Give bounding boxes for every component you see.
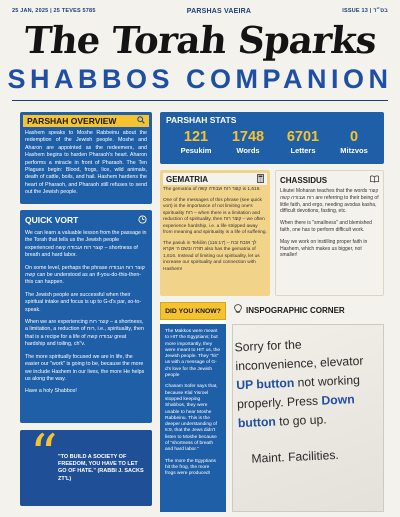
vort-paragraph: We can learn a valuable lesson from the passage in the Torah that tells us the Jewish people experienced קוצר רוח ועבודה קשה – shortness of breath and hard labor. xyxy=(25,230,147,259)
stat-label: Pesukim xyxy=(180,146,212,155)
gematria-body xyxy=(163,185,267,273)
stat-label: Letters xyxy=(290,146,316,155)
chassidus-paragraph: Likutei Moharan teaches that the words קוצר רוח ועבודה קשה are referring to their being of little faith, and ergo, needing avodas kasha, difficult devotions, fasting, etc. xyxy=(280,188,379,215)
dyk-heading: DID YOU KNOW? xyxy=(160,302,226,320)
quote-text: "TO BUILD A SOCIETY OF FREEDOM, YOU HAVE TO LET GO OF HATE." (RABBI J. SACKS ZT'L) xyxy=(58,454,144,482)
vort-heading: QUICK VORT xyxy=(25,215,79,225)
vort-paragraph: When we are experiencing קוצר רוח – a shortness, a limitation, a reduction of רוח, i.e., spirituality, then that is a recipe for a life of עבודה קשה great hardship and toiling, ch"v. xyxy=(25,319,144,348)
vort-paragraph: On some level, perhaps the phrase קוצר רוח ועבודה קשה can be understood as an if-you-do-this-then-this can happen. xyxy=(25,264,145,286)
issue-date: 25 JAN, 2025 | 25 TEVES 5785 xyxy=(12,8,96,14)
vort-paragraph: The more spiritually focused we are in life, the easier our "work" is going to be, because the more we include Hashem in our lives, the more He helps us along the way. xyxy=(25,353,145,382)
stat-mitzvos xyxy=(328,128,380,156)
newsletter-title: The Torah Sparks xyxy=(21,18,379,62)
stat-value: 0 xyxy=(349,129,359,145)
chassidus-paragraph: May we work on instilling proper faith in Hashem, which makes us bigger, not smaller! xyxy=(280,238,368,259)
stat-value: 1748 xyxy=(231,129,265,145)
sign-text: not working xyxy=(293,372,361,390)
stat-pesukim xyxy=(170,128,222,156)
overview-text: Hashem speaks to Moshe Rabbeinu about the redemption of the Jewish people. Moshe and Aharon are appointed as the redeemers, and Hashem begins to harden Pharaoh's heart. Aharon performs a miracle in front of Pharaoh. The Ten Plagues begin: Blood, frogs, lice, wild animals, death of cattle, boils, and hail. Hashem hardens the heart of Pharaoh, and Pharaoh still refuses to send out the Jewish people. xyxy=(25,130,147,196)
dyk-paragraph: The more the Egyptians hit the frog, the more frogs were produced! xyxy=(165,458,216,477)
did-you-know-section xyxy=(160,302,226,512)
inspographic-heading: INSPOGRAPHIC CORNER xyxy=(246,305,345,315)
chassidus-paragraph: When there is "smallness" and blemished faith, one has to perform difficult work. xyxy=(280,220,372,233)
calculator-icon xyxy=(257,174,264,185)
quote-mark-icon: “ xyxy=(30,423,58,486)
inspographic-section xyxy=(232,302,384,512)
sign-footer: Maint. Facilities. xyxy=(251,447,340,466)
gematria-header xyxy=(163,173,267,185)
parshah-name: PARSHAS VAEIRA xyxy=(186,7,252,15)
chassidus-heading: CHASSIDUS xyxy=(280,175,328,185)
vort-body xyxy=(25,227,147,396)
overview-header xyxy=(23,115,149,127)
sign-down-text: Down xyxy=(321,392,355,408)
quick-vort-section xyxy=(20,210,152,423)
stat-words xyxy=(222,128,274,156)
sign-up-button-text: UP button xyxy=(235,375,295,393)
sign-button-text: button xyxy=(237,414,277,431)
masthead-divider xyxy=(12,100,388,101)
vort-paragraph: The Jewish people are successful when their spiritual intake and focus is up to G-d's par, so-to-speak. xyxy=(25,291,142,313)
overview-heading: PARSHAH OVERVIEW xyxy=(27,116,117,126)
vort-header xyxy=(25,213,147,227)
stat-value: 6701 xyxy=(286,129,320,145)
parshah-stats-section xyxy=(160,112,384,164)
stat-letters xyxy=(277,128,329,156)
sign-text: to go up. xyxy=(275,412,327,429)
vort-paragraph: Have a holy Shabbos! xyxy=(25,388,77,395)
dyk-body xyxy=(160,324,226,512)
elevator-sign-photo xyxy=(232,324,384,512)
masthead-meta xyxy=(12,6,388,16)
gematria-section xyxy=(160,170,270,296)
elevator-sign xyxy=(234,332,384,469)
issue-number: ISSUE 13 | בס״ד xyxy=(342,8,388,14)
inspographic-header xyxy=(232,302,384,318)
gematria-paragraph: The pasuk in Tehilim (116:17) – לך אזבח זבח תודה ובשם ה' אקרא also has the gematria of 1,616. Instead of limiting our spirituality, let us increase our spirituality and connection with Hashem! xyxy=(163,240,260,272)
gematria-paragraph: One of the messages of this phrase (see quick vort) is the importance of not limiting one's spirituality רוח – when there is a limitation and reduction of spirituality, then קוצר רוח – we often experience hardship, i.e. a life stripped away from meaning and spirituality is a life of suffering. xyxy=(163,197,267,235)
dyk-paragraph: The Makkos were meant to HIT the Egyptians; but more importantly, they were meant to HIT us, the Jewish people. They "hit" us with a message of G-d's love for the Jewish people xyxy=(165,329,221,379)
quote-box xyxy=(20,423,152,506)
chassidus-section xyxy=(275,170,384,296)
stat-value: 121 xyxy=(183,129,209,145)
stats-heading: PARSHAH STATS xyxy=(166,115,237,125)
gematria-heading: GEMATRIA xyxy=(166,174,209,184)
stat-label: Words xyxy=(236,146,260,155)
sign-line: inconvenience, elevator xyxy=(235,353,364,374)
sign-line: Sorry for the xyxy=(234,337,302,355)
chassidus-header xyxy=(280,174,379,186)
chassidus-body xyxy=(280,186,379,259)
book-icon xyxy=(370,175,379,185)
gematria-paragraph: The gematria of קוצר רוח ועבודה קשה is 1,616. xyxy=(163,187,261,192)
parshah-overview-section xyxy=(20,112,152,204)
magnifier-icon xyxy=(137,116,145,126)
clock-icon xyxy=(138,215,147,226)
stat-label: Mitzvos xyxy=(340,146,368,155)
sign-text: properly. Press xyxy=(236,393,322,412)
lightbulb-icon xyxy=(234,304,242,316)
masthead xyxy=(0,0,400,105)
dyk-paragraph: Chasam Sofer says that, because Klal Yisroel stopped keeping Shabbos, they were unable to hear Moshe Rabbeinu. This is the deeper understanding of 6:9, that the Jews didn't listen to Moshe because of "shortness of breath and hard labor." xyxy=(165,384,218,453)
newsletter-subtitle: SHABBOS COMPANION xyxy=(7,64,393,94)
